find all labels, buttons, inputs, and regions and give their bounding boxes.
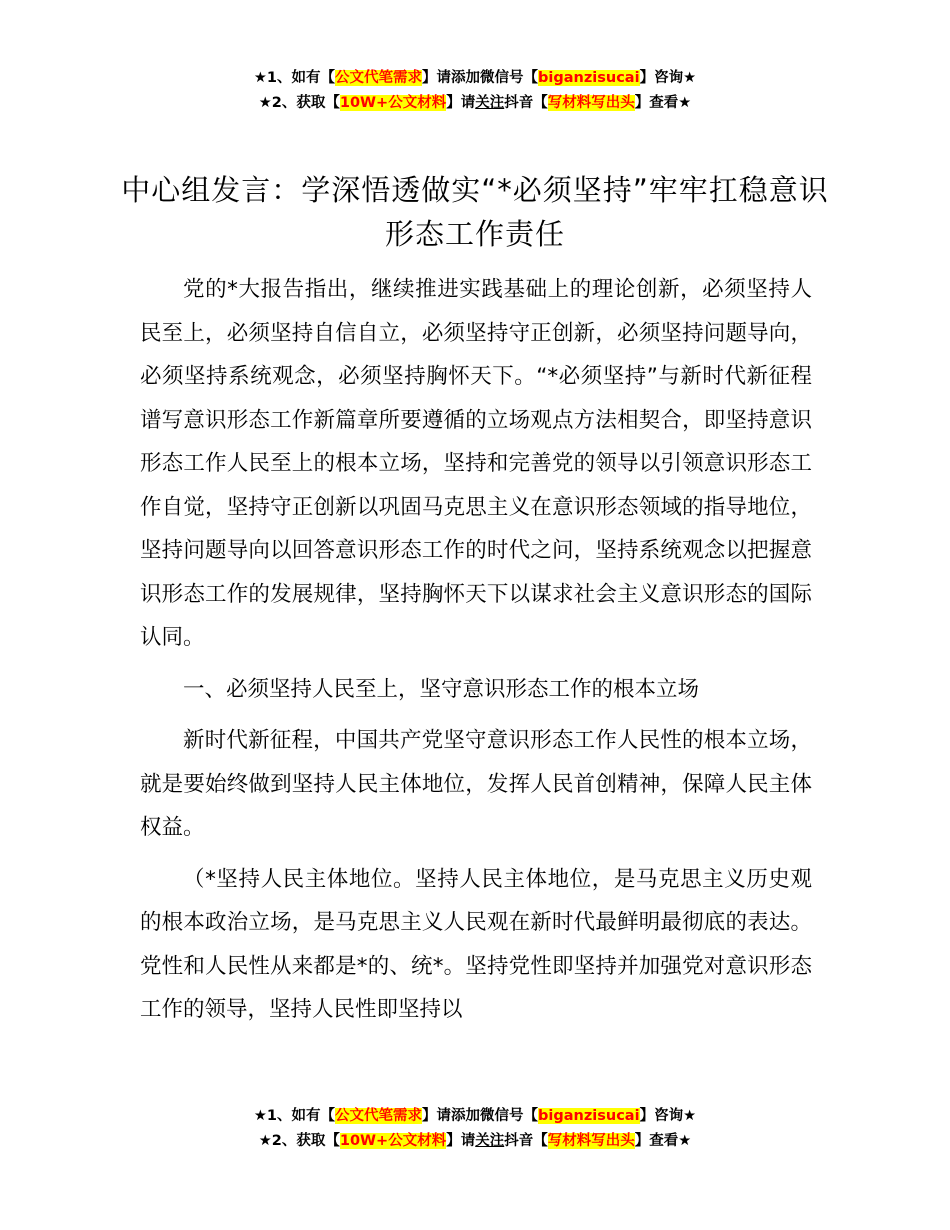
header-banner <box>0 66 950 116</box>
paragraph-subsection-1: （*坚持人民主体地位。坚持人民主体地位，是马克思主义历史观的根本政治立场，是马克思主义人民观在新时代最鲜明最彻底的表达。党性和人民性从来都是*的、统*。坚持党性即坚持并加强党对意识形态工作的领导，坚持人民性即坚持以 <box>140 866 812 1022</box>
underlined-follow: 关注 <box>475 1133 505 1149</box>
highlight-douyin-account: 写材料写出头 <box>547 95 635 111</box>
highlight-wechat-id: biganzisucai <box>538 1108 640 1124</box>
highlight-materials: 10W+公文材料 <box>339 1133 447 1149</box>
paragraph-intro: 党的*大报告指出，继续推进实践基础上的理论创新，必须坚持人民至上，必须坚持自信自立，必须坚持守正创新，必须坚持问题导向，必须坚持系统观念，必须坚持胸怀天下。“*必须坚持”与新时代新征程谱写意识形态工作新篇章所要遵循的立场观点方法相契合，即坚持意识形态工作人民至上的根本立场，坚持和完善党的领导以引领意识形态工作自觉，坚持守正创新以巩固马克思主义在意识形态领域的指导地位，坚持问题导向以回答意识形态工作的时代之问，坚持系统观念以把握意识形态工作的发展规律，坚持胸怀天下以谋求社会主义意识形态的国际认同。 <box>140 277 812 650</box>
highlight-wechat-id: biganzisucai <box>538 70 640 86</box>
highlight-douyin-account: 写材料写出头 <box>547 1133 635 1149</box>
banner-line-1: ★1、如有【公文代笔需求】请添加微信号【biganzisucai】咨询★ <box>253 1108 697 1124</box>
highlight-service: 公文代笔需求 <box>335 70 423 86</box>
section-heading-1: 一、必须坚持人民至上，坚守意识形态工作的根本立场 <box>183 676 700 702</box>
footer-banner <box>0 1104 950 1154</box>
banner-line-2: ★2、获取【10W+公文材料】请关注抖音【写材料写出头】查看★ <box>258 95 692 111</box>
underlined-follow: 关注 <box>475 95 505 111</box>
banner-line-1: ★1、如有【公文代笔需求】请添加微信号【biganzisucai】咨询★ <box>253 70 697 86</box>
banner-line-2: ★2、获取【10W+公文材料】请关注抖音【写材料写出头】查看★ <box>258 1133 692 1149</box>
paragraph-section-1: 新时代新征程，中国共产党坚守意识形态工作人民性的根本立场，就是要始终做到坚持人民主体地位，发挥人民首创精神，保障人民主体权益。 <box>140 728 812 840</box>
highlight-service: 公文代笔需求 <box>335 1108 423 1124</box>
document-title: 中心组发言：学深悟透做实“*必须坚持”牢牢扛稳意识形态工作责任 <box>121 173 829 251</box>
highlight-materials: 10W+公文材料 <box>339 95 447 111</box>
document-body <box>140 268 812 1040</box>
